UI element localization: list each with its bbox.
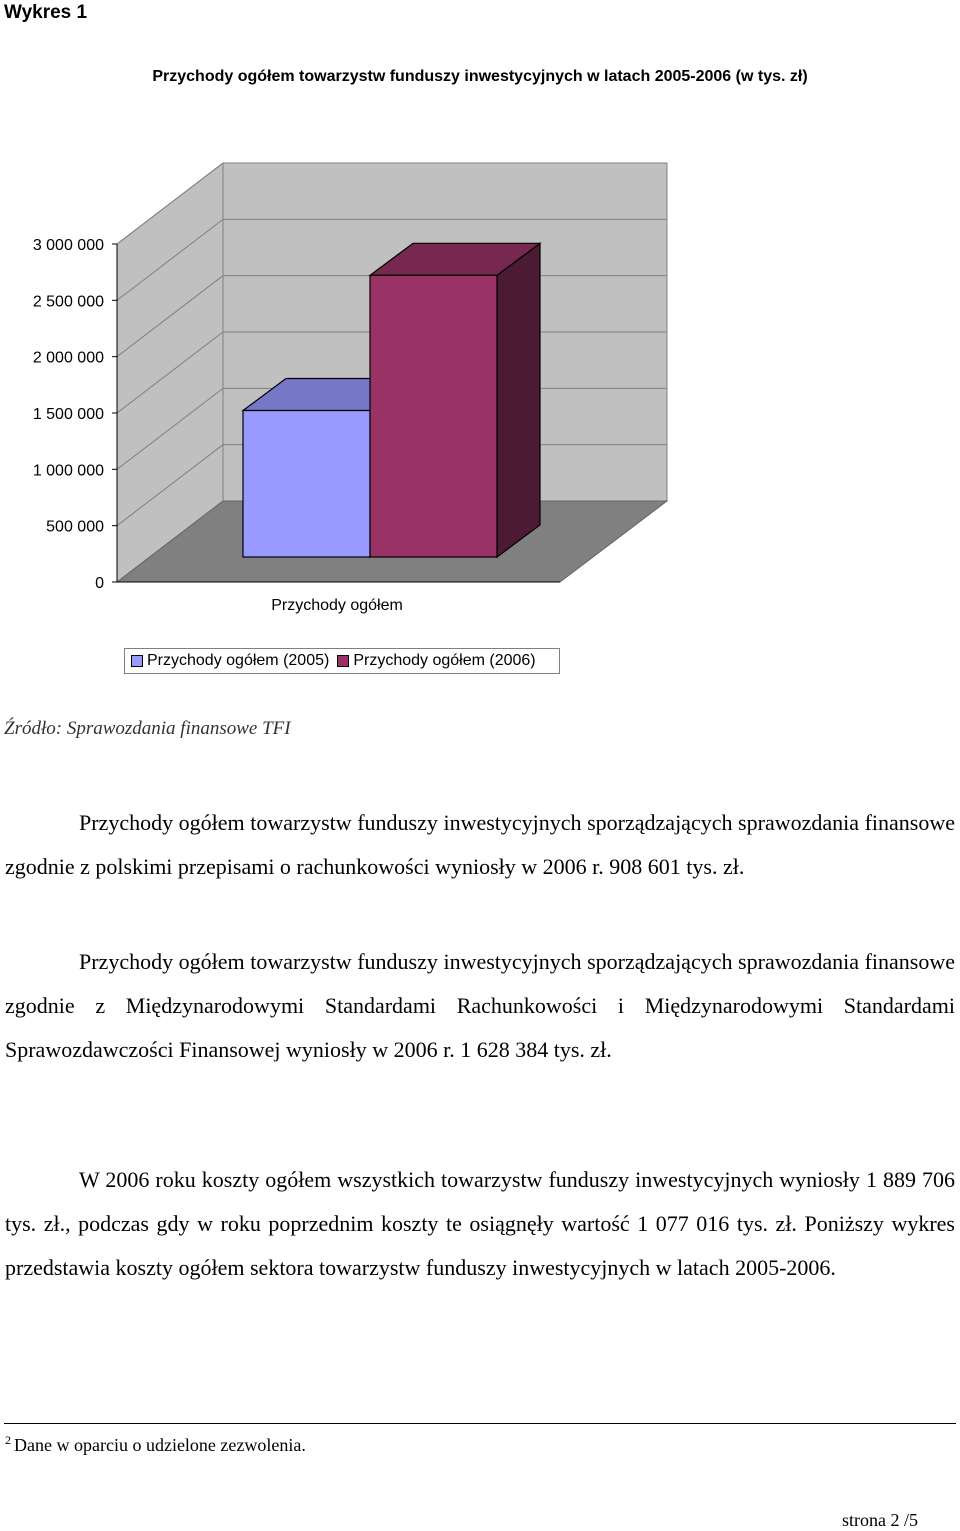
legend-swatch-2006 [337, 655, 349, 667]
chart-title: Przychody ogółem towarzystw funduszy inwestycyjnych w latach 2005-2006 (w tys. zł) [152, 68, 808, 85]
chart-source: Źródło: Sprawozdania finansowe TFI [4, 718, 291, 739]
y-tick-label: 2 500 000 [32, 293, 104, 311]
paragraph-revenue-polish-standards: Przychody ogółem towarzystw funduszy inwestycyjnych sporządzających sprawozdania finansowe zgodnie z polskimi przepisami o rachunkowości wyniosły w 2006 r. 908 601 tys. zł. [5, 810, 955, 879]
footnote-text: Dane w oparciu o udzielone zezwolenia. [14, 1435, 306, 1455]
y-tick-label: 1 500 000 [32, 406, 104, 423]
legend-label-2005: Przychody ogółem (2005) [147, 652, 330, 669]
y-tick-label: 2 000 000 [32, 349, 104, 367]
bar-front-face [243, 411, 370, 557]
legend-item-2006 [337, 652, 535, 670]
page-number: strona 2 /5 [842, 1510, 918, 1530]
paragraph-costs: W 2006 roku koszty ogółem wszystkich towarzystw funduszy inwestycyjnych wyniosły 1 889 706 tys. zł., podczas gdy w roku poprzednim koszty te osiągnęły wartość 1 077 016 tys. zł. Poniższy wykres przedstawia koszty ogółem sektora towarzystw funduszy inwestycyjnych w latach 2005-2006. [5, 1167, 955, 1280]
bar-chart-3d [0, 150, 960, 650]
y-tick-label: 500 000 [46, 518, 104, 536]
legend-label-2006: Przychody ogółem (2006) [353, 652, 536, 669]
section-label: Wykres 1 [4, 2, 88, 23]
bar-front-face [370, 275, 497, 557]
chart-legend [124, 648, 560, 674]
y-tick-label: 1 000 000 [32, 462, 104, 480]
footnote-divider [4, 1423, 956, 1424]
bar-side-face [497, 243, 540, 557]
legend-swatch-2005 [131, 655, 143, 667]
x-category-label: Przychody ogółem [271, 597, 403, 614]
y-tick-label: 0 [95, 575, 104, 592]
footnote-number: 2 [5, 1433, 11, 1447]
bar-Przychody ogółem (2006) [370, 243, 540, 557]
paragraph-revenue-international-standards: Przychody ogółem towarzystw funduszy inwestycyjnych sporządzających sprawozdania finansowe zgodnie z Międzynarodowymi Standardami Rachunkowości i Międzynarodowymi Standardami Sprawozdawczości Finansowej wyniosły w 2006 r. 1 628 384 tys. zł. [5, 949, 955, 1062]
footnote [5, 1433, 306, 1456]
y-tick-label: 3 000 000 [32, 237, 104, 254]
legend-item-2005 [131, 652, 329, 670]
